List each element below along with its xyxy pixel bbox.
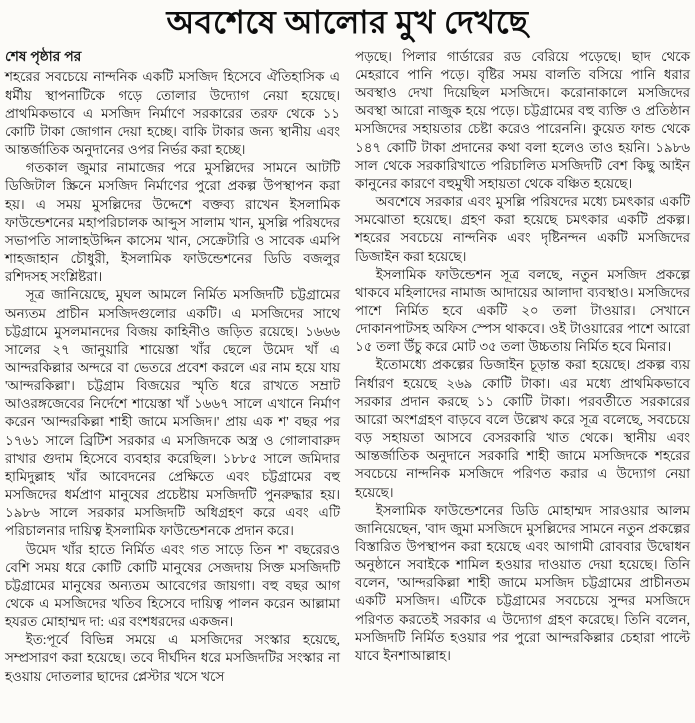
article-paragraph: পড়ছে। পিলার গার্ডারের রড বেরিয়ে পড়েছে। ছাদ থেকে মেহরাবে পানি পড়ে। বৃষ্টির সময় বালতি বসিয়ে পানি ধরার অবস্থাও দেখা দিয়েছিল মসজিদে। করোনাকালে মসজিদের অবস্থা আরো নাজুক হয়ে পড়ে। চট্টগ্রামের বহু ব্যক্তি ও প্রতিষ্ঠান মসজিদের সহায়তার চেষ্টা করেও পারেননি। কুয়েত ফান্ড থেকে ১৪৭ কোটি টাকা প্রদানের কথা বলা হলেও তাও হয়নি। ১৯৮৬ সাল থেকে সরকারিখাতে পরিচালিত মসজিদটি বেশ কিছু আইন কানুনের কারণে বহুমুখী সহায়তা থেকে বঞ্চিত হয়েছে।	[355, 48, 690, 191]
article-paragraph: উমেদ খাঁর হাতে নির্মিত এবং গত সাড়ে তিন শ' বছরেরও বেশি সময় ধরে কোটি কোটি মানুষের সেজদায় সিক্ত মসজিদটি চট্টগ্রামের মানুষের অন্যতম আবেগের জায়গা। বহু বছর আগ থেকে এ মসজিদের খতিব হিসেবে দায়িত্ব পালন করেন আল্লামা হযরত মোহাম্মদ দা: এর বংশধরদের একজন।	[5, 541, 340, 630]
article-paragraph: সূত্র জানিয়েছে, মুঘল আমলে নির্মিত মসজিদটি চট্টগ্রামের অন্যতম প্রাচীন মসজিদগুলোর একটি। এ মসজিদের সাথে চট্টগ্রামে মুসলমানদের বিজয় কাহিনীও জড়িত রয়েছে। ১৬৬৬ সালের ২৭ জানুয়ারি শায়েস্তা খাঁর ছেলে উমেদ খাঁ এ আন্দরকিল্লার অন্দরে বা ভেতরে প্রবেশ করলে এর নাম হয়ে যায় 'আন্দরকিল্লা'। চট্টগ্রাম বিজয়ের স্মৃতি ধরে রাখতে সম্রাট আওরঙ্গজেবের নির্দেশে শায়েস্তা খাঁ ১৬৬৭ সালে এখানে নির্মাণ করেন 'আন্দরকিল্লা শাহী জামে মসজিদ।' প্রায় এক শ' বছর পর ১৭৬১ সালে ব্রিটিশ সরকার এ মসজিদকে অস্ত্র ও গোলাবারুদ রাখার গুদাম হিসেবে ব্যবহার করেছিল। ১৮৮৫ সালে জমিদার হামিদুল্লাহ খাঁর আবেদনের প্রেক্ষিতে এবং চট্টগ্রামের বহু মসজিদের ধর্মপ্রাণ মানুষের প্রচেষ্টায় মসজিদটি পুনরুদ্ধার হয়। ১৯৮৬ সালে সরকার মসজিদটি অধিগ্রহণ করে এবং এটি পরিচালনার দায়িত্ব ইসলামিক ফাউন্ডেশনকে প্রদান করে।	[5, 287, 340, 539]
article-headline: অবশেষে আলোর মুখ দেখছে	[166, 4, 529, 40]
article-paragraph: গতকাল জুমার নামাজের পরে মুসল্লিদের সামনে আটটি ডিজিটাল স্ক্রিনে মসজিদ নির্মাণের পুরো প্রকল্প উপস্থাপন করা হয়। এ সময় মুসল্লিদের উদ্দেশে বক্তব্য রাখেন ইসলামিক ফাউন্ডেশনের মহাপরিচালক আব্দুস সালাম খান, মুসল্লি পরিষদের সভাপতি সালাহউদ্দিন কাসেম খান, সেক্রেটারি ও সাবেক এমপি শাহজাহান চৌধুরী, ইসলামিক ফাউন্ডেশনের ডিডি বজলুর রশিদসহ সংশ্লিষ্টরা।	[5, 160, 340, 285]
article-paragraph: অবশেষে সরকার এবং মুসল্লি পরিষদের মধ্যে চমৎকার একটি সমঝোতা হয়েছে। গ্রহণ করা হয়েছে চমৎকার একটি প্রকল্প। শহরের সবচেয়ে নান্দনিক এবং দৃষ্টিনন্দন একটি মসজিদের ডিজাইন করা হয়েছে।	[355, 194, 690, 264]
article-paragraph: ইতোমধ্যে প্রকল্পের ডিজাইন চূড়ান্ত করা হয়েছে। প্রকল্প ব্যয় নির্ধারণ হয়েছে ২৬৯ কোটি টাকা। এর মধ্যে প্রাথমিকভাবে সরকার প্রদান করছে ১১ কোটি টাকা। পরবর্তীতে সরকারের আরো অংশগ্রহণ বাড়বে বলে উল্লেখ করে সূত্র বলেছে, সবচেয়ে বড় সহায়তা আসবে বেসরকারি খাত থেকে। স্থানীয় এবং আন্তর্জাতিক অনুদানে সরকারি শাহী জামে মসজিদকে শহরের সবচেয়ে নান্দনিক মসজিদে পরিণত করার এ উদ্যোগ নেয়া হয়েছে।	[355, 357, 690, 500]
article-paragraph: ইসলামিক ফাউন্ডেশনের ডিডি মোহাম্মদ সারওয়ার আলম জানিয়েছেন, 'বাদ জুমা মসজিদে মুসল্লিদের সামনে নতুন প্রকল্পের বিস্তারিত উপস্থাপন করা হয়েছে এবং আগামী রোববার উদ্বোধন অনুষ্ঠানে সবাইকে শামিল হওয়ার দাওয়াত দেয়া হয়েছে। তিনি বলেন, 'আন্দরকিল্লা শাহী জামে মসজিদ চট্টগ্রামের প্রাচীনতম একটি মসজিদ। এটিকে চট্টগ্রামের সবচেয়ে সুন্দর মসজিদে পরিণত করতেই সরকার এ উদ্যোগ গ্রহণ করেছে। তিনি বলেন, মসজিদটি নির্মিত হওয়ার পর পুরো আন্দরকিল্লার চেহারা পাল্টে যাবে ইনশাআল্লাহ।	[355, 502, 690, 663]
article-paragraph: শহরের সবচেয়ে নান্দনিক একটি মসজিদ হিসেবে ঐতিহাসিক এ ধর্মীয় স্থাপনাটিকে গড়ে তোলার উদ্যোগ নেয়া হয়েছে। প্রাথমিকভাবে এ মসজিদ নির্মাণে সরকারের তরফ থেকে ১১ কোটি টাকা জোগান দেয়া হচ্ছে। বাকি টাকার জন্য স্থানীয় এবং আন্তর্জাতিক অনুদানের ওপর নির্ভর করা হচ্ছে।	[5, 69, 340, 158]
right-column	[355, 48, 690, 665]
continuation-label: শেষ পৃষ্ঠার পর	[5, 48, 82, 64]
article-columns	[5, 48, 690, 686]
article-paragraph: ইত:পূর্বে বিভিন্ন সময়ে এ মসজিদের সংস্কার হয়েছে, সম্প্রসারণ করা হয়েছে। তবে দীর্ঘদিন ধরে মসজিদটির সংস্কার না হওয়ায় দোতলার ছাদের প্লেস্টার খসে খসে	[5, 632, 340, 684]
article-paragraph: ইসলামিক ফাউন্ডেশন সূত্র বলছে, নতুন মসজিদ প্রকল্পে থাকবে মহিলাদের নামাজ আদায়ের আলাদা ব্যবস্থাও। মসজিদের পাশে নির্মিত হবে একটি ২০ তলা টাওয়ার। সেখানে দোকানপাটসহ অফিস স্পেস থাকবে। ওই টাওয়ারের পাশে আরো ১৫ তলা উঁচু করে মোট ৩৫ তলা উচ্চতায় নির্মিত হবে মিনার।	[355, 266, 690, 355]
left-column	[5, 48, 340, 686]
